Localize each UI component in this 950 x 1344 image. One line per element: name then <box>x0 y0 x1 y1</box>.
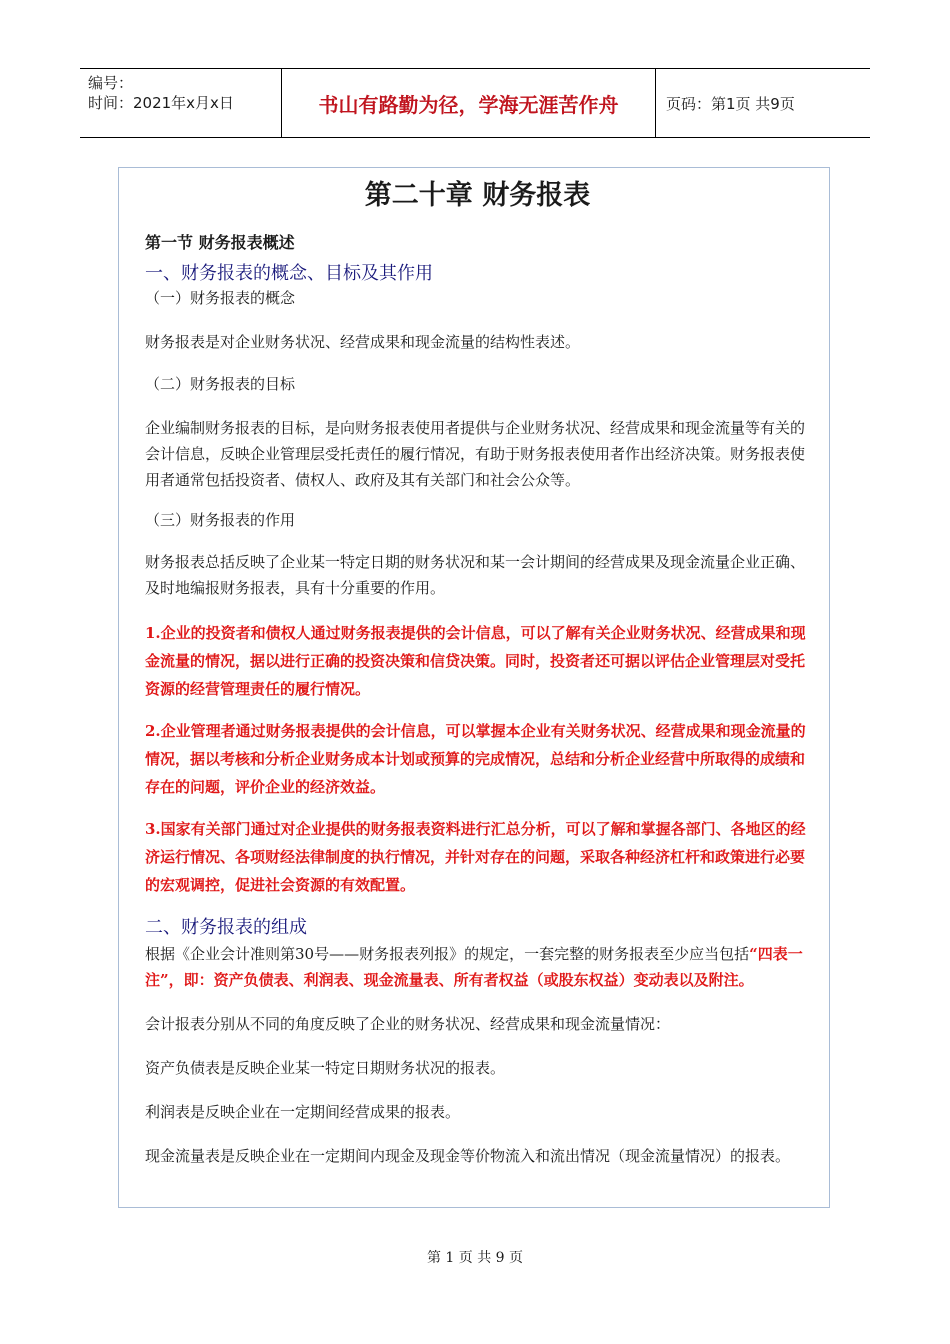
role-point-2: 2.企业管理者通过财务报表提供的会计信息，可以掌握本企业有关财务状况、经营成果和现金流量的情况，据以考核和分析企业财务成本计划或预算的完成情况，总结和分析企业经营中所取得的成绩和存在的问题，评价企业的经济效益。 <box>145 722 806 796</box>
composition-text: 根据《企业会计准则第30号——财务报表列报》的规定，一套完整的财务报表至少应当包括 <box>145 945 750 963</box>
paragraph-income-statement: 利润表是反映企业在一定期间经营成果的报表。 <box>145 1103 461 1121</box>
subheading-concept: （一）财务报表的概念 <box>145 289 296 307</box>
paragraph-balance-sheet: 资产负债表是反映企业某一特定日期财务状况的报表。 <box>145 1059 506 1077</box>
subheading-role: （三）财务报表的作用 <box>145 511 296 529</box>
header-meta <box>80 69 282 137</box>
role-point-1: 1.企业的投资者和债权人通过财务报表提供的会计信息，可以了解有关企业财务状况、经营成果和现金流量的情况，据以进行正确的投资决策和信贷决策。同时，投资者还可据以评估企业管理层对受托资源的经营管理责任的履行情况。 <box>145 624 806 698</box>
chapter-title: 第二十章 财务报表 <box>364 180 591 211</box>
header-time: 时间：2021年x月x日 <box>88 94 234 112</box>
composition-highlight: “四表一注”，即：资产负债表、利润表、现金流量表、所有者权益（或股东权益）变动表以及附注。 <box>145 945 803 989</box>
header-motto: 书山有路勤为径，学海无涯苦作舟 <box>282 69 656 137</box>
paragraph-goal: 企业编制财务报表的目标，是向财务报表使用者提供与企业财务状况、经营成果和现金流量等有关的会计信息，反映企业管理层受托责任的履行情况，有助于财务报表使用者作出经济决策。财务报表使用者通常包括投资者、债权人、政府及其有关部门和社会公众等。 <box>145 419 806 489</box>
paragraph-role: 财务报表总括反映了企业某一特定日期的财务状况和某一会计期间的经营成果及现金流量企业正确、及时地编报财务报表，具有十分重要的作用。 <box>145 553 806 597</box>
paragraph-overview: 会计报表分别从不同的角度反映了企业的财务状况、经营成果和现金流量情况： <box>145 1015 671 1033</box>
subheading-goal: （二）财务报表的目标 <box>145 375 296 393</box>
header-page: 页码：第1页 共9页 <box>666 94 795 113</box>
heading-composition: 二、财务报表的组成 <box>145 917 307 938</box>
heading-concept: 一、财务报表的概念、目标及其作用 <box>145 263 433 284</box>
header-number: 编号： <box>88 74 134 92</box>
paragraph-composition <box>145 941 810 993</box>
role-point-3: 3.国家有关部门通过对企业提供的财务报表资料进行汇总分析，可以了解和掌握各部门、各地区的经济运行情况、各项财经法律制度的执行情况，并针对存在的问题，采取各种经济杠杆和政策进行必要的宏观调控，促进社会资源的有效配置。 <box>145 820 806 894</box>
page-footer: 第 1 页 共 9 页 <box>426 1250 524 1266</box>
document-body <box>145 175 810 1169</box>
paragraph-cash-flow: 现金流量表是反映企业在一定期间内现金及现金等价物流入和流出情况（现金流量情况）的报表。 <box>145 1147 791 1165</box>
paragraph-concept: 财务报表是对企业财务状况、经营成果和现金流量的结构性表述。 <box>145 333 581 351</box>
section-heading: 第一节 财务报表概述 <box>145 233 295 252</box>
page-header <box>80 68 870 138</box>
